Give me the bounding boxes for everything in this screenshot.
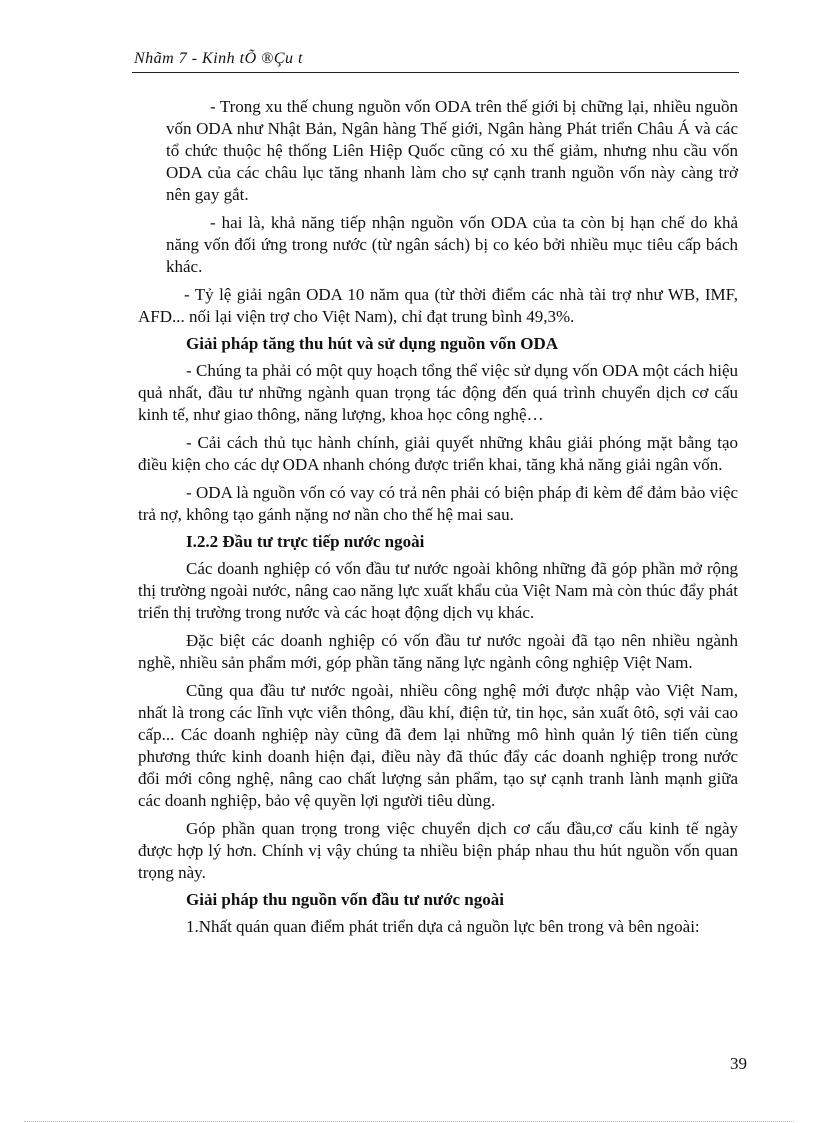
paragraph-oda-disbursement: - Tỷ lệ giải ngân ODA 10 năm qua (từ thời điểm các nhà tài trợ như WB, IMF, AFD... nối lại viện trợ cho Việt Nam), chỉ đạt trung bình 49,3%. (138, 285, 738, 326)
heading-fdi: I.2.2 Đầu tư trực tiếp nước ngoài (186, 532, 425, 551)
paragraph-oda-planning: - Chúng ta phải có một quy hoạch tổng thể việc sử dụng vốn ODA một cách hiệu quả nhất, đầu tư những ngành quan trọng tác động đến quá trình chuyển dịch cơ cấu kinh tế, như giao thông, năng lượng, khoa học công nghệ… (138, 361, 738, 424)
running-header: Nhãm 7 - Kinh tÕ ®Çu t (134, 50, 303, 67)
heading-oda-solutions: Giải pháp tăng thu hút và sử dụng nguồn vốn ODA (186, 334, 559, 353)
page-body (138, 96, 738, 938)
heading-fdi-solutions: Giải pháp thu nguồn vốn đầu tư nước ngoài (186, 890, 504, 909)
paragraph-fdi-industries: Đặc biệt các doanh nghiệp có vốn đầu tư nước ngoài đã tạo nên nhiều ngành nghề, nhiều sản phẩm mới, góp phần tăng năng lực ngành công nghiệp Việt Nam. (138, 631, 738, 672)
paragraph-fdi-technology: Cũng qua đầu tư nước ngoài, nhiều công nghệ mới được nhập vào Việt Nam, nhất là trong các lĩnh vực viễn thông, dầu khí, điện tử, tin học, sản xuất ôtô, sợi vải cao cấp... Các doanh nghiệp này cũng đã đem lại những mô hình quản lý tiên tiến cùng phương thức kinh doanh hiện đại, điều này đã thúc đẩy các doanh nghiệp trong nước đổi mới công nghệ, nâng cao chất lượng sản phẩm, tạo sự cạnh tranh lành mạnh giữa các doanh nghiệp, bảo vệ quyền lợi người tiêu dùng. (138, 681, 738, 810)
paragraph-admin-reform: - Cải cách thủ tục hành chính, giải quyết những khâu giải phóng mặt bằng tạo điều kiện cho các dự ODA nhanh chóng được triển khai, tăng khả năng giải ngân vốn. (138, 433, 738, 474)
paragraph-fdi-restructuring: Góp phần quan trọng trong việc chuyển dịch cơ cấu đầu,cơ cấu kinh tế ngày được hợp lý hơn. Chính vị vậy chúng ta nhiều biện pháp nhau thu hút nguồn vốn quan trọng này. (138, 819, 738, 882)
paragraph-fdi-solution-1: 1.Nhất quán quan điểm phát triển dựa cả nguồn lực bên trong và bên ngoài: (186, 917, 700, 936)
page-number: 39 (730, 1054, 747, 1073)
paragraph-oda-capacity: - hai là, khả năng tiếp nhận nguồn vốn ODA của ta còn bị hạn chế do khả năng vốn đối ứng trong nước (từ ngân sách) bị co kéo bởi nhiều mục tiêu cấp bách khác. (166, 213, 738, 276)
paragraph-fdi-markets: Các doanh nghiệp có vốn đầu tư nước ngoài không những đã góp phần mở rộng thị trường ngoài nước, nâng cao năng lực xuất khẩu của Việt Nam mà còn thúc đẩy phát triển thị trường trong nước và các hoạt động dịch vụ khác. (138, 559, 738, 622)
paragraph-oda-trend: - Trong xu thế chung nguồn vốn ODA trên thế giới bị chững lại, nhiều nguồn vốn ODA như Nhật Bản, Ngân hàng Thế giới, Ngân hàng Phát triển Châu Á và các tổ chức thuộc hệ thống Liên Hiệp Quốc cũng có xu thế giảm, nhưng nhu cầu vốn ODA của các châu lục tăng nhanh làm cho sự cạnh tranh nguồn vốn này càng trở nên gay gắt. (166, 97, 738, 204)
page-bottom-border (24, 1121, 794, 1122)
paragraph-debt-repayment: - ODA là nguồn vốn có vay có trả nên phải có biện pháp đi kèm để đảm bảo việc trả nợ, không tạo gánh nặng nơ nần cho thế hệ mai sau. (138, 483, 738, 524)
header-rule (132, 72, 739, 73)
